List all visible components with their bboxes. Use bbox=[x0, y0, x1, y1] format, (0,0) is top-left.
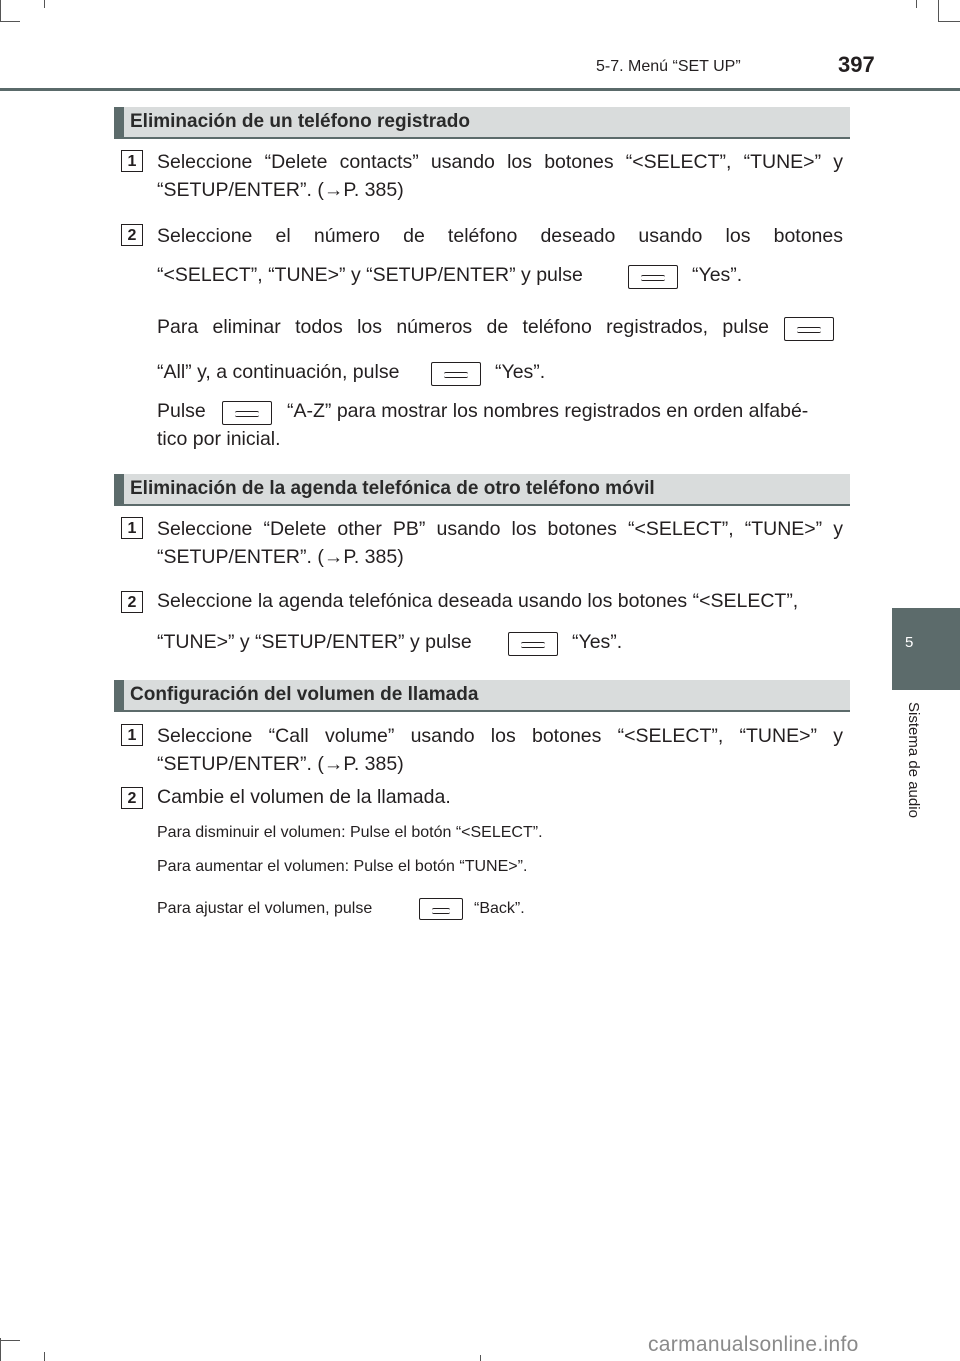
step-text: “Yes”. bbox=[692, 264, 743, 286]
section-heading bbox=[114, 107, 850, 139]
step-text: Seleccione “Delete other PB” usando los botones “<SELECT”, “TUNE>” y “SETUP/ENTER”. (→P. 385) bbox=[157, 518, 843, 568]
step-text: Seleccione la agenda telefónica deseada usando los botones “<SELECT”, bbox=[157, 590, 799, 612]
running-header-title: 5-7. Menú “SET UP” bbox=[596, 58, 741, 75]
screen-button-icon bbox=[784, 317, 834, 341]
screen-button-icon bbox=[628, 265, 678, 289]
chapter-tab-number: 5 bbox=[905, 634, 914, 651]
crop-mark bbox=[480, 1355, 481, 1361]
crop-mark bbox=[44, 1352, 45, 1361]
step-text: Seleccione el número de teléfono deseado usando los botones bbox=[157, 225, 843, 247]
note-text: “Yes”. bbox=[495, 361, 546, 383]
screen-button-icon bbox=[508, 632, 558, 656]
screen-button-icon bbox=[222, 401, 272, 425]
chapter-tab-label bbox=[904, 702, 924, 882]
section-heading-text: Configuración del volumen de llamada bbox=[130, 684, 479, 705]
header-rule bbox=[0, 88, 960, 91]
step-number: 2 bbox=[121, 224, 143, 246]
crop-mark bbox=[0, 1340, 20, 1341]
section-heading-text: Eliminación de un teléfono registrado bbox=[130, 111, 470, 132]
screen-button-icon bbox=[431, 362, 481, 386]
sub-note: Para disminuir el volumen: Pulse el botón “<SELECT”. bbox=[157, 824, 543, 841]
chapter-tab-label-text: Sistema de audio bbox=[905, 702, 922, 818]
note-text: tico por inicial. bbox=[157, 428, 281, 450]
chapter-tab bbox=[892, 608, 960, 690]
step-text: Seleccione “Delete contacts” usando los botones “<SELECT”, “TUNE>” y “SETUP/ENTER”. (→P. 385) bbox=[157, 151, 843, 201]
note-text: Para eliminar todos los números de teléfono registrados, pulse bbox=[157, 316, 769, 338]
step-text: Seleccione “Call volume” usando los botones “<SELECT”, “TUNE>” y “SETUP/ENTER”. (→P. 385) bbox=[157, 725, 843, 775]
step-text: “<SELECT”, “TUNE>” y “SETUP/ENTER” y pulse bbox=[157, 264, 583, 286]
step-number: 2 bbox=[121, 787, 143, 809]
step-text: Cambie el volumen de la llamada. bbox=[157, 786, 451, 808]
note-text: Pulse bbox=[157, 400, 206, 422]
section-heading-text: Eliminación de la agenda telefónica de otro teléfono móvil bbox=[130, 478, 655, 499]
screen-button-icon bbox=[419, 898, 463, 920]
sub-note: Para aumentar el volumen: Pulse el botón “TUNE>”. bbox=[157, 858, 528, 875]
step-text: “Yes”. bbox=[572, 631, 623, 653]
step-text: “TUNE>” y “SETUP/ENTER” y pulse bbox=[157, 631, 472, 653]
crop-mark bbox=[0, 1338, 1, 1361]
crop-mark bbox=[938, 21, 960, 22]
crop-mark bbox=[44, 0, 45, 8]
step-number: 1 bbox=[121, 517, 143, 539]
step-number: 1 bbox=[121, 150, 143, 172]
crop-mark bbox=[0, 0, 1, 22]
crop-mark bbox=[0, 21, 20, 22]
step-number: 1 bbox=[121, 724, 143, 746]
note-text: “A-Z” para mostrar los nombres registrados en orden alfabé- bbox=[287, 400, 809, 422]
section-heading bbox=[114, 474, 850, 506]
crop-mark bbox=[916, 0, 917, 8]
note-text: “All” y, a continuación, pulse bbox=[157, 361, 400, 383]
sub-note: “Back”. bbox=[474, 900, 525, 917]
watermark: carmanualsonline.info bbox=[648, 1333, 859, 1356]
section-heading bbox=[114, 680, 850, 712]
crop-mark bbox=[938, 0, 939, 22]
step-number: 2 bbox=[121, 591, 143, 613]
page-number: 397 bbox=[838, 52, 875, 77]
sub-note: Para ajustar el volumen, pulse bbox=[157, 900, 373, 917]
